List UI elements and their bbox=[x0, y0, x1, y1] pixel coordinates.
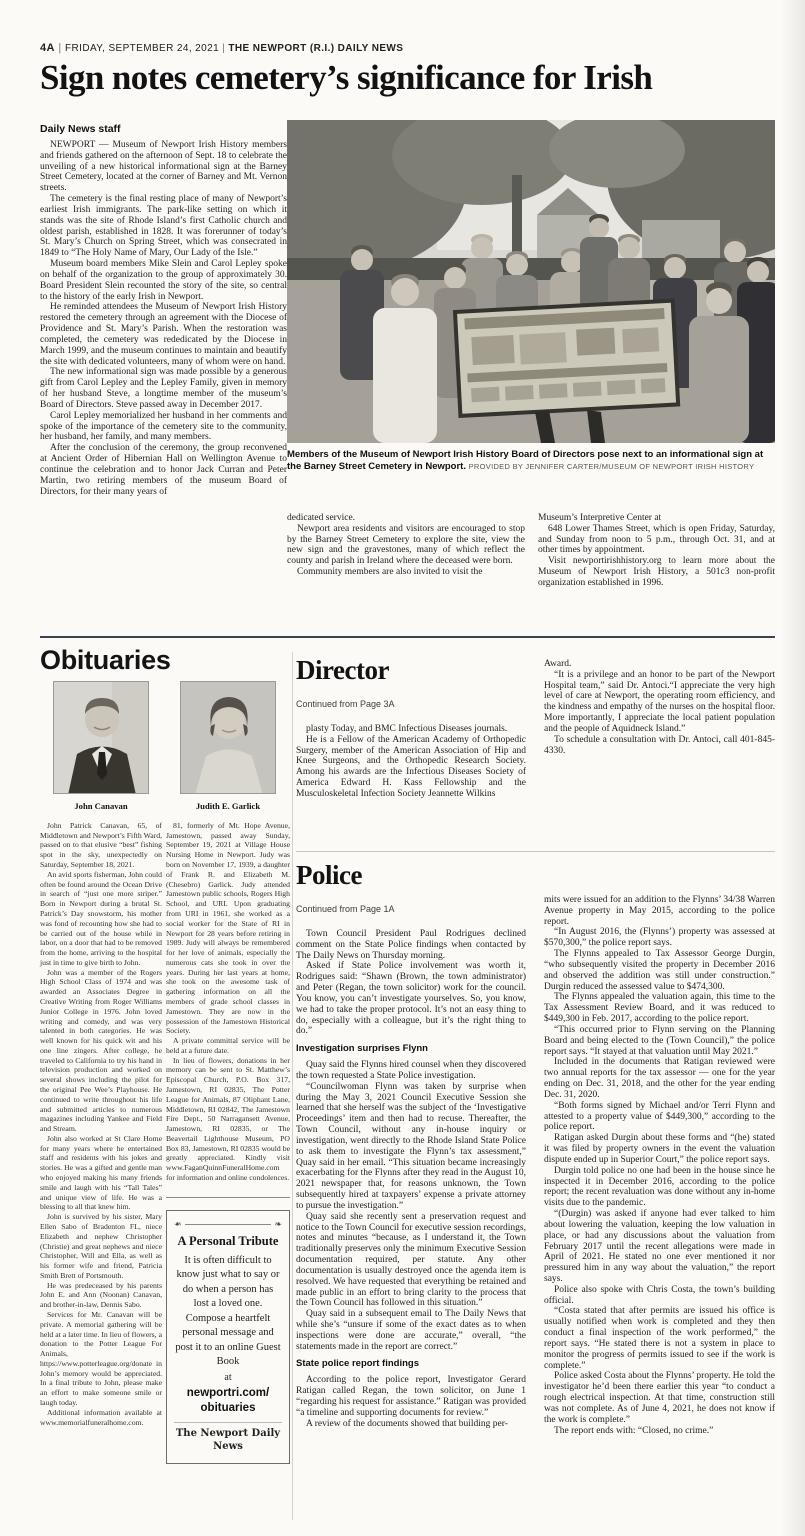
paragraph: He is a Fellow of the American Academy of Orthopedic Surgery, member of the American Association of Hip and Knee Surgeons, and the Orthopedic Research Society. Among his awards are the Infectious Diseases Society of America Edward H. Kass Fellowship and the Musculoskeletal Infection Society Jeannette Wilkins bbox=[296, 734, 526, 799]
portrait-man-illustration bbox=[54, 682, 149, 794]
caption-text: Members of the Museum of Newport Irish History Board of Directors pose next to an informational sign at the Barney Street Cemetery in Newport. bbox=[287, 449, 764, 473]
paragraph: “This occurred prior to Flynn serving on the Planning Board and being elected to the (Town Council),” the police report says. “It stayed at that valuation until May 2021.” bbox=[544, 1024, 775, 1057]
photo-caption bbox=[287, 449, 775, 474]
paragraph: John Patrick Canavan, 65, of Middletown and Newport’s Fifth Ward, passed on to that elusive “best” fishing spot in the sky, unexpectedly on Saturday, September 18, 2021. bbox=[40, 820, 162, 870]
column-rule bbox=[292, 652, 293, 1520]
paragraph: A review of the documents showed that building per- bbox=[306, 1418, 508, 1429]
page-header bbox=[40, 42, 403, 54]
paragraph: “Councilwoman Flynn was taken by surprise when during the May 3, 2021 Council Executive Session she learned that she herself was the subject of the ‘Investigative Proceedings’ item and then had to recuse. Thereafter, the Town Council, without any in-house inquiry or investigation, went directly to the Rhode Island State Police to ask them to investigate the Flynn’s tax assessment,” Quay said in her email. “This situation became increasingly exacerbating for the Flynns after they read in the August 10, 2021 newspaper that, for reasons unknown, the Town subsequently hired at taxpayers’ expense a private attorney to pursue the investigation.” bbox=[296, 1081, 526, 1211]
paragraph: In lieu of flowers, donations in her memory can be sent to St. Matthew’s Episcopal Church, P.O. Box 317, Jamestown, RI 02835, The Potter League for Animals, 87 Oliphant Lane, Middletown, RI 02842, The Jamestown Fire Dept., 50 Narragansett Avenue, Jamestown, RI 02835, or The Beavertail Lighthouse Museum, PO Box 83, Jamestown, RI 02835 would be greatly appreciated. Kindly visit www.FaganQuinnFuneralHome.com for information and online condolences. bbox=[166, 1055, 290, 1183]
obituaries-title: Obituaries bbox=[40, 645, 171, 675]
paragraph: Quay said in a subsequent email to The Daily News that while she’s “unsure if some of the exact dates as to when inspections were done are accurate,” overall, “the statements made in the report are correct.” bbox=[296, 1309, 526, 1352]
paragraph: John was a member of the Rogers High School Class of 1974 and was awarded an Associates Degree in Creative Writing from Roger Williams Junior College in 1976. John loved writing and comedy, and was very talented in both categories. He was well known for his quick wit and his one line zingers. After college, he traveled to California to try his hand in television production and worked on several shows including the pilot for the original Pee Wee’s Playhouse. He continued to write throughout his life and submitted articles to numerous magazines including Yankee and Field and Stream. bbox=[40, 967, 162, 1134]
subheading: State police report findings bbox=[296, 1358, 419, 1370]
paragraph: After the conclusion of the ceremony, the group reconvened at Ancient Order of Hibernian Hall on Wellington Avenue to continue the celebration and to honor Jack Curran and Peter Martin, two retiring members of the museum Board of Directors, for their many years of bbox=[40, 443, 287, 497]
tribute-url: newportri.com/ obituaries bbox=[186, 1387, 270, 1415]
flourish-icon: ❧ bbox=[274, 1218, 282, 1229]
paragraph: An avid sports fisherman, John could often be found around the Ocean Drive in search of “just one more striper.” Born in Newport during a brutal St. Patrick’s Day snowstorm, his mother was fond of recounting how she had to be carried out of the house while in labor, on a door that had to be removed from the home, arriving to the hospital just in time to give birth to John. bbox=[40, 869, 162, 967]
paragraph: The report ends with: “Closed, no crime.” bbox=[554, 1425, 714, 1436]
paragraph: Police also spoke with Chris Costa, the town’s building official. bbox=[544, 1284, 775, 1306]
paragraph: dedicated service. bbox=[287, 513, 356, 523]
paragraph: The cemetery is the final resting place of many of Newport’s earliest Irish immigrants. The park-like setting on which it stands was the site of Rhode Island’s first Catholic church and oldest parish, established in 1828. It was forerunner of today’s St. Mary’s Church on Spring Street, which was consecrated in 1849 to “The Holy Name of Mary, Our Lady of the Isle.” bbox=[40, 194, 287, 259]
police-text-1 bbox=[296, 929, 526, 1429]
paragraph: The Flynns appealed the valuation again, this time to the Tax Assessment Review Board, and it was reduced to $449,300 in Feb. 2017, according to the police report. bbox=[544, 992, 775, 1025]
main-headline: Sign notes cemetery’s significance for Irish bbox=[40, 58, 653, 97]
paragraph: Carol Lepley memorialized her husband in her comments and spoke of the importance of the cemetery site to the community, her husband, her family, and many members. bbox=[40, 410, 287, 443]
group-photo-illustration bbox=[287, 120, 775, 443]
paragraph: “Both forms signed by Michael and/or Terri Flynn and attested to a property value of $449,300,” according to the police report. bbox=[544, 1100, 775, 1133]
paragraph: Town Council President Paul Rodrigues declined comment on the State Police findings when contacted by The Daily News on Thursday morning. bbox=[296, 929, 526, 961]
police-article-column-1 bbox=[296, 860, 526, 1429]
paragraph: NEWPORT — Museum of Newport Irish History members and friends gathered on the afternoon of Sept. 18 to celebrate the unveiling of a new historical informational sign at the Barney Street Cemetery, located at the corner of Barney and Mt. Vernon streets. bbox=[40, 140, 287, 194]
director-article-column-2 bbox=[544, 659, 775, 756]
paper-name: THE NEWPORT (R.I.) DAILY NEWS bbox=[228, 43, 404, 54]
police-headline: Police bbox=[296, 860, 362, 890]
paragraph: “In August 2016, the (Flynns’) property was assessed at $570,300,” the police report says. bbox=[544, 927, 775, 949]
page-edge-shading bbox=[781, 0, 805, 1536]
paragraph: John is survived by his sister, Mary Ellen Sabo of Bradenton FL, niece Elizabeth and nephew Christopher (Christie) and great nephews and niece Christopher, Will and Ella, as well as his former wife and friend, Patricia Smith Brett of Portsmouth. bbox=[40, 1212, 162, 1280]
paragraph: Museum board members Mike Slein and Carol Lepley spoke on behalf of the organization to the group of approximately 30. Board President Slein recounted the story of the site, so central to the history of the early Irish in Newport. bbox=[40, 259, 287, 302]
paragraph: Quay said she recently sent a preservation request and notice to the Town Council for executive session recordings, notes and minutes “because, as I understand it, the Town traditionally preserves only the minimum Executive Session documentation required, per statute. Any other documentation is usually destroyed once the agenda item is resolved. We have requested that everything be retained and made public in an effort to bring clarity to the process that the Town Council has followed in this situation.” bbox=[296, 1211, 527, 1309]
paragraph: Additional information available at www.memorialfuneralhome.com. bbox=[40, 1407, 162, 1427]
paragraph: Quay said the Flynns hired counsel when they discovered the town requested a State Police investigation. bbox=[296, 1060, 526, 1081]
paragraph: plasty Today, and BMC Infectious Diseases journals. bbox=[306, 724, 508, 734]
police-article-column-2 bbox=[544, 895, 775, 1436]
obituary-name: Judith E. Garlick bbox=[195, 801, 261, 811]
ornament-row bbox=[174, 1219, 282, 1230]
paragraph: He was predeceased by his parents John E. and Ann (Noonan) Canavan, and brother-in-law, Dennis Sabo. bbox=[40, 1280, 162, 1310]
subheading: Investigation surprises Flynn bbox=[296, 1043, 428, 1055]
tribute-at: at bbox=[224, 1371, 232, 1383]
police-section-divider bbox=[296, 851, 775, 852]
paragraph: A private committal service will be held at a future date. bbox=[166, 1036, 290, 1055]
main-article-column-3 bbox=[538, 513, 775, 589]
paragraph: He reminded attendees the Museum of Newport Irish History restored the cemetery through an agreement with the Diocese of Providence and St. Mary’s Parish. When the restoration was completed, the cemetery was rededicated by the Diocese in March 1999, and the museum continues to maintain and beautify the site with dedicated volunteers, many of whom were on hand. bbox=[40, 302, 287, 367]
paragraph: The new informational sign was made possible by a generous gift from Carol Lepley and the Lepley Family, given in memory of her husband Steve, a longtime member of the museum’s Board of Directors. Steve passed away in December 2017. bbox=[40, 367, 287, 410]
tribute-title: A Personal Tribute bbox=[177, 1234, 279, 1249]
paragraph: The Flynns appealed to Tax Assessor George Durgin, “who subsequently visited the property in December 2016 and observed the addition was still under construction.” Durgin reduced the assessed value to $474,300. bbox=[544, 949, 775, 992]
photo-credit: PROVIDED BY JENNIFER CARTER/MUSEUM OF NEWPORT IRISH HISTORY bbox=[468, 462, 755, 472]
personal-tribute-ad bbox=[166, 1210, 290, 1464]
obituary-photo-judith bbox=[180, 681, 276, 794]
paragraph: “Costa stated that after permits are issued his office is usually notified when work is completed and they then conduct a final inspection of the work performed,” the report says. “He stated there is not a system in place to monitor the progress of permits issued to see if the work is complete.” bbox=[544, 1306, 775, 1371]
paragraph: “(Durgin) was asked if anyone had ever talked to him about lowering the valuation, keeping the low valuation in place, or had any discussions about the valuation from February 2017 until the recent allegations were made in April of 2021. He stated no one ever mentioned it nor pressured him in any way about the valuation,” the report says. bbox=[544, 1209, 775, 1284]
paragraph: Ratigan asked Durgin about these forms and “(he) stated it was filed by property owners in the event the valuation dispute ended up in Superior Court,” the police report says. bbox=[544, 1133, 775, 1165]
obituaries-section-divider bbox=[40, 636, 775, 638]
ornament-line bbox=[185, 1224, 272, 1225]
paragraph: 81, formerly of Mt. Hope Avenue, Jamestown, passed away Sunday, September 19, 2021 at Village House Nursing Home in Newport. Judy was born on November 17, 1939, a daughter of Frank R. and Elizabeth M. (Chesebro) Garlick. Judy attended Jamestown public schools, Rogers High School, and URI. Upon graduating from URI in 1961, she worked as a social worker for the State of RI in Newport for 28 years before retiring in 1989. Judy will always be remembered for her love of animals, especially the numerous cats she took in over the years. During her last years at home, she took on the awesome task of gathering information on all the members of grade school classes in Jamestown. They are now in the possession of the Jamestown Historical Society. bbox=[166, 820, 290, 1036]
tribute-newspaper-logo: The Newport Daily News bbox=[174, 1422, 282, 1453]
paragraph: “It is a privilege and an honor to be part of the Newport Hospital team,” said Dr. Antoci.“I appreciate the very high level of care at Newport, the operating room efficiency, and the kindness and empathy of the nurses on the hospital floor. More importantly, I appreciate the local patient population and the people of Aquidneck Island.” bbox=[544, 669, 775, 734]
obituary-name: John Canavan bbox=[74, 801, 128, 811]
paragraph: According to the police report, Investigator Gerard Ratigan called Regan, the town solicitor, on June 1 “regarding his request for assistance.” Ratigan was provided “a timeline and supporting documents for review.” bbox=[296, 1375, 526, 1418]
paragraph: mits were issued for an addition to the Flynns’ 34/38 Warren Avenue property in May 2015, according to the police report. bbox=[544, 895, 775, 927]
director-article-column-1 bbox=[296, 655, 526, 800]
obituary-text-judith bbox=[166, 821, 290, 1183]
paragraph: Award. bbox=[544, 659, 572, 669]
issue-date: FRIDAY, SEPTEMBER 24, 2021 | bbox=[65, 43, 228, 54]
tribute-box-wrapper bbox=[166, 1197, 290, 1464]
obituary-text-john bbox=[40, 821, 162, 1427]
paragraph: Police asked Costa about the Flynns’ property. He told the investigator he’d been there earlier this year “to conduct a rough electrical inspection. At that time, construction still was not complete. As of June 4, 2021, he does not know if the work is complete.” bbox=[544, 1371, 775, 1425]
director-continued-line: Continued from Page 3A bbox=[296, 699, 395, 709]
paragraph: 648 Lower Thames Street, which is open Friday, Saturday, and Sunday from noon to 5 p.m., through Oct. 31, and at other times by appointment. bbox=[538, 523, 775, 556]
paragraph: Durgin told police no one had been in the house since he inspected it in December 2016, according to the police report; the recent revaluation was done without any in-home visits due to the pandemic. bbox=[544, 1165, 775, 1209]
paragraph: Asked if State Police involvement was worth it, Rodrigues said: “Shawn (Brown, the town administrator) and Peter (Regan, the town solicitor) work for the council. You know, you can’t investigate yourselves. So, you know, we had to take the proper protocol. It’s not an easy thing to do, especially with a colleague, but it’s the right thing to do.” bbox=[296, 961, 526, 1037]
obituary-judith-garlick bbox=[166, 681, 290, 1464]
obituary-photo-john bbox=[53, 681, 149, 794]
paragraph: Visit newportirishhistory.org to learn more about the Museum of Newport Irish History, a 501c3 non-profit organization established in 1996. bbox=[538, 556, 775, 588]
paragraph: Included in the documents that Ratigan reviewed were two annual reports for the tax assessor — one for the year ending on Dec. 31, 2018, and the other for the year ending Dec. 31, 2020. bbox=[544, 1057, 775, 1100]
paragraph: To schedule a consultation with Dr. Antoci, call 401-845-4330. bbox=[544, 734, 775, 756]
paragraph: Newport area residents and visitors are encouraged to stop by the Barney Street Cemetery to explore the site, view the new sign and the gravestones, many of which reflect the county and parish in Ireland where the deceased were born. bbox=[287, 523, 525, 567]
director-headline: Director bbox=[296, 655, 389, 685]
main-article-column-2 bbox=[287, 513, 525, 578]
byline: Daily News staff bbox=[40, 123, 121, 135]
paragraph: Services for Mr. Canavan will be private. A memorial gathering will be held at a later time. In lieu of flowers, a donation to the Potter League For Animals, https://www.potterleague.org/donate in John’s memory would be appreciated. In a final tribute to John, please make an effort to make someone smile or laugh today. bbox=[40, 1309, 162, 1407]
obituary-john-canavan bbox=[40, 681, 162, 1427]
portrait-woman-illustration bbox=[181, 682, 276, 794]
informational-sign bbox=[455, 301, 678, 416]
paragraph: Museum’s Interpretive Center at bbox=[538, 513, 662, 523]
paragraph: John also worked at St Clare Home for many years where he entertained staff and residents with his jokes and stories. He was a gifted and gentle man who enjoyed making his many friends smile and laugh with his “Tall Tales” and unique view of life. He was a blessing to all that knew him. bbox=[40, 1133, 162, 1212]
paragraph: Community members are also invited to visit the bbox=[297, 567, 483, 578]
police-continued-line: Continued from Page 1A bbox=[296, 904, 395, 914]
director-text-1 bbox=[296, 724, 526, 800]
group-photo bbox=[287, 120, 775, 443]
flourish-icon: ❧ bbox=[174, 1218, 182, 1229]
main-article-column-1 bbox=[40, 140, 287, 497]
tribute-body: It is often difficult to know just what to say or do when a person has lost a loved one. Compose a heartfelt personal message and post it to an online Guest Book bbox=[175, 1254, 281, 1368]
page-number: 4A | bbox=[40, 42, 65, 54]
